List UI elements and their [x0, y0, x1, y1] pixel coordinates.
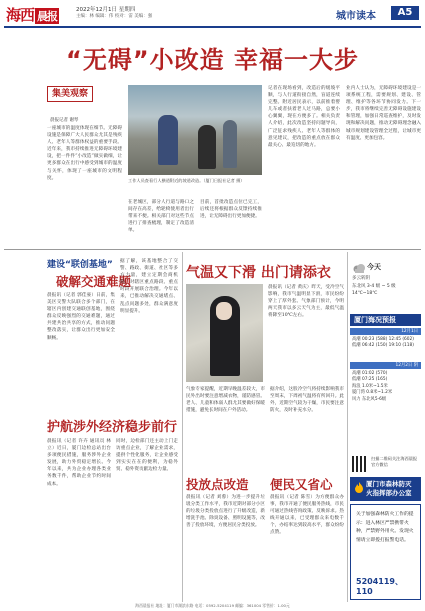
story-headline: 护航涉外经济稳步前行 [47, 420, 178, 435]
tide-date-1: 12月1日 [350, 328, 421, 335]
tide-row: 低潮 06:42 (150) 19:10 (118) [352, 343, 414, 349]
story-body: 据介绍，这股冷空气将持续影响我市至周末，下周初气温将有所回升。此外，近期空气较为干燥，市民要注意防火，及时补充水分。 [270, 387, 344, 414]
page-number: A5 [391, 6, 419, 20]
flame-icon [354, 482, 364, 494]
fire-notice-text: 关于加强森林防火工作的提示：进入林区严禁携带火种，严禁野外用火。发现火情请立即拨打报警电话。 [356, 512, 414, 543]
tide-row: 高潮 01:02 (570) [352, 371, 388, 376]
story-headline: 便民又省心 [270, 477, 333, 492]
lead-photo [128, 85, 262, 175]
tide-row: 低潮 07:25 (165) [352, 377, 388, 383]
weather-today-label: 今天 [367, 263, 381, 271]
story-body: 晨报讯（记者 郭佳豪）日前，集美区交警大队联合多个部门，在辖区内创建交通联创基地，围绕群众反映强烈的交通难题，通过共建共治共享的方式，推动问题整改落实，让群众出行更加安全顺畅。 [47, 293, 115, 341]
lead-body-col5: 业内人士认为，无障碍环境建设是一项系统工程，需要规划、建设、管理、维护等各环节协同发力。下一步，我市将继续完善无障碍设施建设和管理，加强日常巡查维护，及时发现和解决问题，推动无障碍理念融入城市规划建设管理全过程，让城市更有温度、更加包容。 [346, 86, 421, 141]
page-footer: 海西晨报社 地址：厦门市湖滨东路 电话：0592-5204119 邮编：361004 零售价：1.00元 [135, 603, 290, 608]
story-headline: 投放点改造 [186, 477, 249, 492]
editor-credits: 主编：林 编辑：伟 校对：雷 美编：强 [76, 14, 153, 19]
lead-headline: “无碍”小改造 幸福一大步 [66, 46, 359, 74]
masthead-logo: 海西 晨报 [6, 6, 58, 24]
lead-body-col4: 记者在现场看到，改造后的缓坡平顺，与人行道衔接自然，盲道连续完整。附近居民表示，以前推着婴儿车或者扶着老人过马路，总要小心翼翼，现在方便多了。相关负责人介绍，此次改造坚持问题导向，广泛征求残疾人、老年人等群体的意见建议，把改造的重点放在群众最关心、最迫切的地方。 [268, 86, 340, 148]
lead-body-col2: 在老城区，部分人行道与路口之间存在高差，给轮椅使用者出行带来不便。相关部门对这些节点进行了排查梳理，制定了改造清单。 [128, 200, 194, 234]
section-divider [4, 249, 421, 250]
issue-date: 2022年12月1日 星期四 [76, 7, 136, 13]
story-body: 晨报讯（记者 陈雪）为方便群众办事，我市开通了便民服务热线，市民可通过热线咨询政策、反映诉求。热线开通以来，已受理群众来电数千个，办结率达到较高水平，群众纷纷点赞。 [270, 495, 344, 536]
section-title: 城市读本 [336, 11, 376, 22]
story-body: 据了解，该基地整合了交警、路政、街道、社区等多方力量，建立定期会商机制，对辖区重点路段、重点时段开展联合治理。今年以来，已推动解决交通堵点、乱点问题多处，群众满意度明显提升。 [120, 259, 178, 314]
story-kicker: 建设“联创基地” [47, 260, 113, 270]
story-body: 同时，边检部门还主动上门走访重点企业，了解企业需求，提供个性化服务，让企业感受到实实在在的便利，为稳外贸、稳外资贡献边检力量。 [116, 439, 178, 473]
weather-wind: 东北风 3-4 级 ~ 5 级 [352, 284, 396, 289]
column-tag: 集美观察 [47, 86, 93, 102]
story-body: 晨报讯（记者 许卉 通讯员 林立）近日，厦门边检总站出台多项便民措施，服务涉外企业发展，助力外贸稳定增长。今年以来，共为企业办理各类业务数千件，帮助企业节约时间成本。 [47, 439, 111, 487]
fire-notice-title: 厦门市森林防灭火指挥部办公室 [350, 477, 421, 501]
weather-photo [186, 284, 263, 382]
lead-photo-caption: 工作人员查看行人横道附近的坡道改造。（厦门日报社记者 摄） [128, 178, 245, 183]
story-body: 气象专家提醒，近期早晚温差较大，市民外出时要注意增减衣物，谨防感冒。老人、儿童和体弱人群尤其要做好保暖措施，避免长时间在户外活动。 [186, 387, 265, 414]
story-headline: 破解交通难题 [56, 274, 132, 289]
lead-body-col3: 目前，首批改造点位已完工，后续还将根据群众反馈持续推进，让无障碍出行更加便捷。 [200, 200, 262, 220]
tide-rows-1 [352, 337, 420, 350]
story-headline: 气温又下滑 出门请添衣 [186, 265, 331, 281]
tide-row: 海浪 1.0米~1.5米 [352, 383, 388, 389]
qr-code-icon [352, 456, 368, 472]
column-divider [182, 252, 183, 602]
tide-date-2: 12月2日 阴 [350, 362, 421, 369]
lead-body-col1: 一座城市的温度体现在细节。无障碍设施是保障广大人民群众尤其是残疾人、老年人等群体权益的重要手段。近年来，我市持续推进无障碍环境建设，把一件件“小改造”做实做细，让更多群众在出行中感受到城市的温度与关怀，体现了一座城市的文明程度。 [47, 126, 122, 181]
header-divider [4, 26, 421, 28]
weather-condition: 多云转阴 [352, 276, 370, 281]
tide-row: 厦门湾 0.8米~1.2米 [352, 390, 393, 396]
tide-panel-title: 厦门海况预报 [350, 314, 421, 326]
fire-notice-phone: 5204119、110 [356, 577, 403, 596]
column-divider [347, 252, 348, 602]
cloud-icon [352, 262, 366, 274]
tide-row: 高潮 00:23 (588) 12:45 (602) [352, 337, 414, 342]
lead-byline: 晨报记者 谢琴 [50, 118, 79, 123]
weather-temperature: 14℃~18℃ [352, 291, 378, 296]
story-body: 晨报讯（记者 黄庆）昨天，受冷空气影响，我市气温明显下滑，市民纷纷穿上了厚外套。气象部门预计，今明两天我市以多云天气为主，最低气温将降至10℃左右。 [268, 285, 344, 319]
story-body: 晨报讯（记者 刘蓉）为进一步提升垃圾分类工作水平，我市近期对部分小区的垃圾分类投放点进行了升级改造，新增洗手池、除臭设备、照明设施等，改善了投放环境，方便居民分类投放。 [186, 495, 265, 529]
tide-row: 风力 东北风5-6级 [352, 396, 387, 402]
tide-rows-2 [352, 371, 420, 403]
qr-caption: 扫描二维码关注海西晨报官方微信 [371, 456, 418, 467]
